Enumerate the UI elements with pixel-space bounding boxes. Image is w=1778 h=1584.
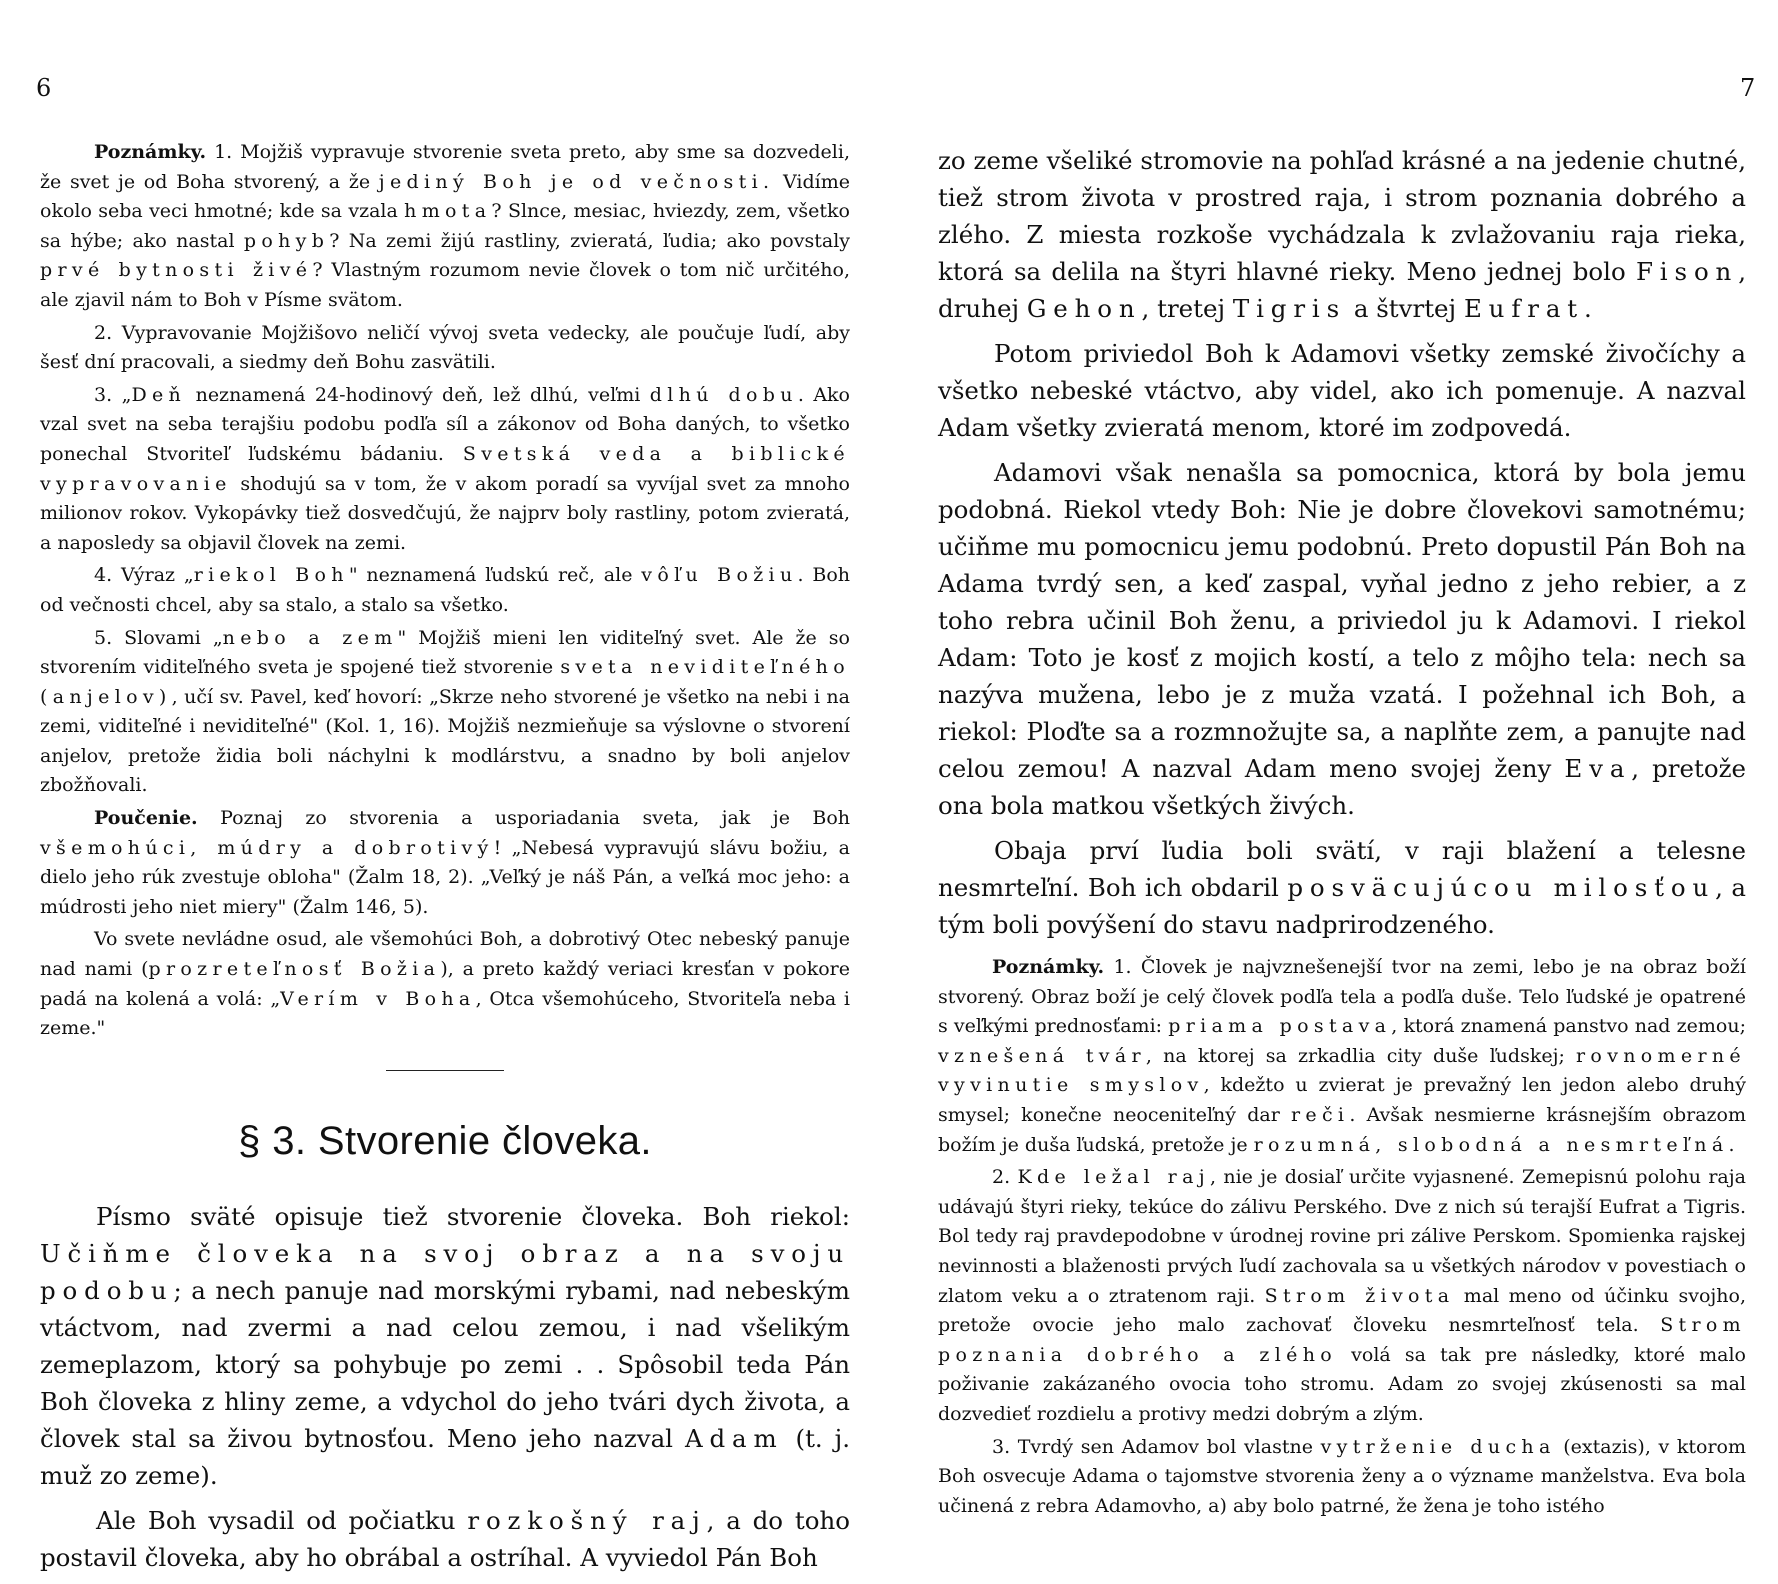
poucenie-label: Poučenie. [94, 807, 198, 830]
body-paragraph-3: zo zeme všeliké stromovie na pohľad krásné a na jedenie chutné, tiež strom života v prostred raja, i strom poznania dobrého a zlého. Z miesta rozkoše vychádzala k zvlažovaniu raja rieka, ktorá sa delila na štyri hlavné rieky. Meno jednej bolo Fison, druhej Gehon, tretej Tigris a štvrtej Eufrat. [938, 146, 1746, 323]
right-body [938, 142, 1746, 943]
right-note-3: 3. Tvrdý sen Adamov bol vlastne vytrženie ducha (extazis), v ktorom Boh osvecuje Adama o tajomstve stvorenia ženy a o význame manželstva. Eva bola učinená z rebra Adamovho, a) aby bolo patrné, že žena je toho istého [938, 1435, 1746, 1517]
page-number-left: 6 [36, 74, 52, 102]
right-note-1: Poznámky. 1. Človek je najvznešenejší tvor na zemi, lebo je na obraz boží stvorený. Obraz boží je celý človek podľa tela a podľa duše. Telo ľudské je opatrené s veľkými prednosťami: priama postava, ktorá znamená panstvo nad zemou; vznešená tvár, na ktorej sa zrkadlia city duše ľudskej; rovnomerné vyvinutie smyslov, kdežto u zvierat je prevažný len jedon alebo druhý smysel; konečne neoceniteľný dar reči. Avšak nesmierne krásnejším obrazom božím je duša ľudská, pretože je rozumná, slobodná a nesmrteľná. [938, 956, 1746, 1156]
divider-rule [386, 1070, 504, 1071]
note-2: 2. Vypravovanie Mojžišovo neličí vývoj sveta vedecky, ale poučuje ľudí, aby šesť dní pracovali, a siedmy deň Bohu zasvätili. [40, 321, 850, 374]
page-number-right: 7 [1740, 74, 1756, 102]
poucenie: Poučenie. Poznaj zo stvorenia a usporiadania sveta, jak je Boh všemohúci, múdry a dobrotivý! „Nebesá vypravujú slávu božiu, a dielo jeho rúk zvestuje obloha" (Žalm 18, 2). „Veľký je náš Pán, a veľká moc jeho: a múdrosti jeho niet miery" (Žalm 146, 5). [40, 807, 850, 918]
body-paragraph-6: Obaja prví ľudia boli svätí, v raji blažení a telesne nesmrteľní. Boh ich obdaril posväcujúcou milosťou, a tým boli povýšení do stavu nadprirodzeného. [938, 836, 1747, 939]
section-title: § 3. Stvorenie človeka. [238, 1118, 652, 1163]
note-1: Poznámky. 1. Mojžiš vypravuje stvorenie sveta preto, aby sme sa dozvedeli, že svet je od Boha stvorený, a že jediný Boh je od večnosti. Vidíme okolo seba veci hmotné; kde sa vzala hmota? Slnce, mesiac, hviezdy, zem, všetko sa hýbe; ako nastal pohyb? Na zemi žijú rastliny, zvieratá, ľudia; ako povstaly prvé bytnosti živé? Vlastným rozumom nevie človek o tom nič určitého, ale zjavil nám to Boh v Písme svätom. [40, 141, 850, 311]
right-notes [938, 953, 1746, 1521]
body-paragraph-2: Ale Boh vysadil od počiatku rozkošný raj, a do toho postavil človeka, aby ho obrábal a ostríhal. A vyviedol Pán Boh [40, 1505, 850, 1572]
right-page [938, 142, 1746, 1524]
note-3: 3. „Deň neznamená 24-hodinový deň, lež dlhú, veľmi dlhú dobu. Ako vzal svet na seba terajšiu podobu podľa síl a zákonov od Boha daných, to všetko ponechal Stvoriteľ ľudskému bádaniu. Svetská veda a biblické vypravovanie shodujú sa v tom, že v akom poradí sa vyvíjal svet za mnoho milionov rokov. Vykopávky tiež dosvedčujú, že najprv boly rastliny, potom zvieratá, a naposledy sa objavil človek na zemi. [40, 383, 850, 554]
vo-svete-paragraph: Vo svete nevládne osud, ale všemohúci Boh, a dobrotivý Otec nebeský panuje nad nami (prozreteľnosť Božia), a preto každý veriaci kresťan v pokore padá na kolená a volá: „Verím v Boha, Otca všemohúceho, Stvoriteľa neba i zeme." [40, 928, 850, 1040]
right-note-2: 2. Kde ležal raj, nie je dosiaľ určite vyjasnené. Zemepisnú polohu raja udávajú štyri rieky, tekúce do zálivu Perského. Dve z nich sú terajší Eufrat a Tigris. Bol tedy raj pravdepodobne v úrodnej rovine pri zálive Perskom. Spomienka rajskej nevinnosti a blaženosti prvých ľudí zachovala sa u všetkých národov v povestiach o zlatom veku a o ztratenom raji. Strom života mal meno od účinku svojho, pretože ovocie jeho malo zachovať človeku nesmrteľnosť tela. Strom poznania dobrého a zlého volá sa tak pre následky, ktoré malo poživanie zakázaného ovocia toho stromu. Adam zo svojej zkúsenosti sa mal dozvedieť rozdielu a protivy medzi dobrým a zlým. [938, 1166, 1746, 1425]
note-4: 4. Výraz „riekol Boh" neznamená ľudskú reč, ale vôľu Božiu. Boh od večnosti chcel, aby sa stalo, a stalo sa všetko. [40, 564, 851, 616]
left-notes [40, 138, 850, 1044]
body-paragraph-4: Potom priviedol Boh k Adamovi všetky zemské živočíchy a všetko nebeské vtáctvo, aby videl, ako ich pomenuje. A nazval Adam všetky zvieratá menom, ktoré im zodpovedá. [938, 339, 1746, 442]
notes-label: Poznámky. [94, 141, 207, 163]
body-paragraph-1: Písmo sväté opisuje tiež stvorenie človeka. Boh riekol: Učiňme človeka na svoj obraz a na svoju podobu; a nech panuje nad morskými rybami, nad nebeským vtáctvom, nad zvermi a nad celou zemou, i nad všelikým zemeplazom, ktorý sa pohybuje po zemi . . Spôsobil teda Pán Boh človeka z hliny zeme, a vdychol do jeho tvári dych života, a človek stal sa živou bytnosťou. Meno jeho nazval Adam (t. j. muž zo zeme). [40, 1201, 851, 1490]
notes-label: Poznámky. [992, 956, 1105, 978]
body-paragraph-5: Adamovi však nenašla sa pomocnica, ktorá by bola jemu podobná. Riekol vtedy Boh: Nie je dobre človekovi samotnému; učiňme mu pomocnicu jemu podobnú. Preto dopustil Pán Boh na Adama tvrdý sen, a keď zaspal, vyňal jedno z jeho rebier, a z toho rebra učinil Boh ženu, a priviedol ju k Adamovi. I riekol Adam: Toto je kosť z mojich kostí, a telo z môjho tela: nech sa nazýva mužena, lebo je z muža vzatá. I požehnal ich Boh, a riekol: Ploďte sa a rozmnožujte sa, a naplňte zem, a panujte nad celou zemou! A nazval Adam meno svojej ženy Eva, pretože ona bola matkou všetkých živých. [938, 458, 1746, 820]
left-body [40, 1198, 850, 1576]
note-5: 5. Slovami „nebo a zem" Mojžiš mieni len viditeľný svet. Ale že so stvorením viditeľného sveta je spojené tiež stvorenie sveta neviditeľného (anjelov), učí sv. Pavel, keď hovorí: „Skrze neho stvorené je všetko na nebi i na zemi, viditeľné i neviditeľné" (Kol. 1, 16). Mojžiš nezmieňuje sa výslovne o stvorení anjelov, pretože židia boli náchylni k modlárstvu, a snadno by boli anjelov zbožňovali. [40, 626, 850, 797]
left-page [40, 138, 850, 1584]
